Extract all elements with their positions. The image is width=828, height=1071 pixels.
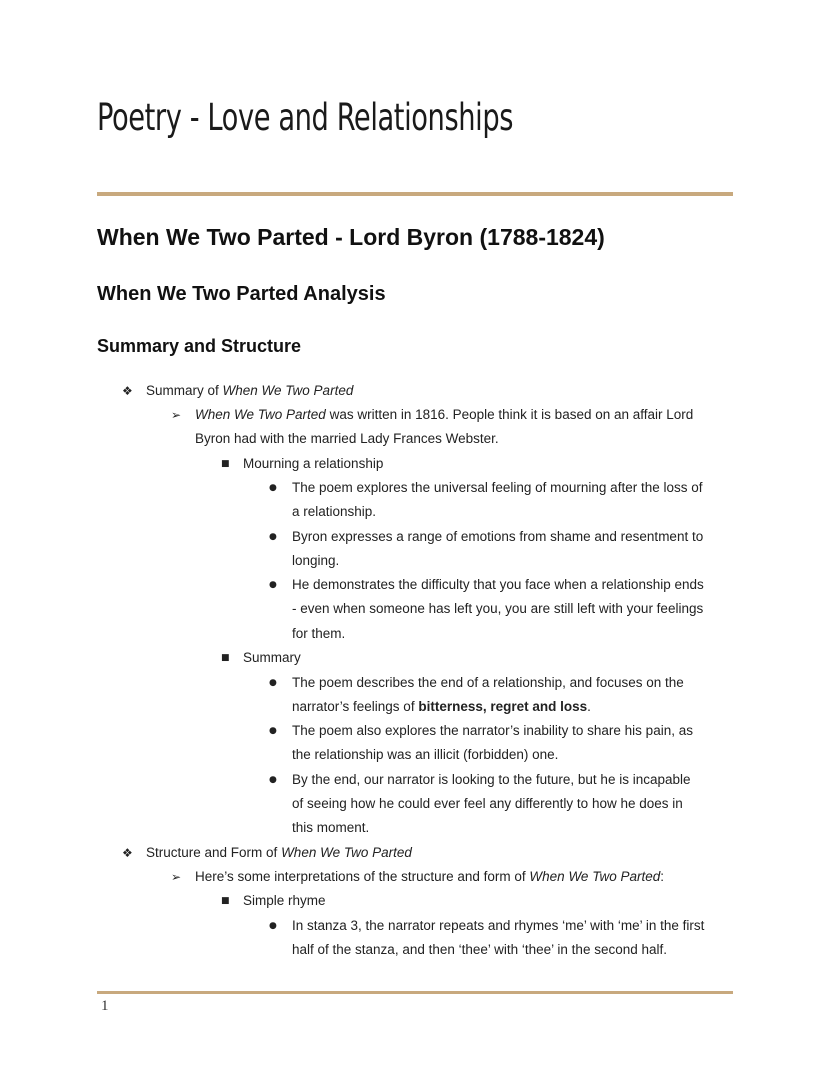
list-item: Summary of When We Two Parted bbox=[146, 383, 354, 398]
list-item: Summary bbox=[243, 650, 301, 665]
list-item: Mourning a relationship bbox=[243, 456, 384, 471]
list-item: Here’s some interpretations of the structure and form of When We Two Parted: bbox=[195, 869, 664, 884]
square-bullet-icon: ■ bbox=[221, 896, 230, 906]
round-bullet-icon: ● bbox=[269, 483, 277, 493]
list-item: He demonstrates the difficulty that you face when a relationship ends bbox=[292, 577, 704, 592]
list-item-continuation: half of the stanza, and then ‘thee’ with ‘thee’ in the second half. bbox=[292, 942, 668, 957]
list-item-continuation: longing. bbox=[292, 553, 340, 568]
list-item-continuation: a relationship. bbox=[292, 504, 377, 519]
diamond-bullet-icon: ❖ bbox=[122, 384, 133, 398]
list-item: The poem explores the universal feeling of mourning after the loss of bbox=[292, 480, 703, 495]
document-title: Poetry - Love and Relationships bbox=[97, 96, 514, 139]
arrowhead-bullet-icon: ➢ bbox=[171, 408, 182, 422]
list-item: Byron expresses a range of emotions from shame and resentment to bbox=[292, 529, 704, 544]
square-bullet-icon: ■ bbox=[221, 653, 230, 663]
round-bullet-icon: ● bbox=[269, 921, 277, 931]
list-item: The poem describes the end of a relationship, and focuses on the bbox=[292, 675, 684, 690]
footer-divider bbox=[97, 991, 733, 994]
list-item: Structure and Form of When We Two Parted bbox=[146, 845, 412, 860]
list-item-continuation: for them. bbox=[292, 626, 346, 641]
list-item: The poem also explores the narrator’s inability to share his pain, as bbox=[292, 723, 693, 738]
list-item-continuation: of seeing how he could ever feel any differently to how he does in bbox=[292, 796, 683, 811]
list-item: In stanza 3, the narrator repeats and rhymes ‘me’ with ‘me’ in the first bbox=[292, 918, 705, 933]
list-item: When We Two Parted was written in 1816. People think it is based on an affair Lord bbox=[195, 407, 694, 422]
page-number: 1 bbox=[101, 998, 109, 1014]
diamond-bullet-icon: ❖ bbox=[122, 846, 133, 860]
arrowhead-bullet-icon: ➢ bbox=[171, 870, 182, 884]
title-divider bbox=[97, 192, 733, 196]
list-item-continuation: narrator’s feelings of bitterness, regret and loss. bbox=[292, 699, 591, 714]
square-bullet-icon: ■ bbox=[221, 459, 230, 469]
analysis-heading: When We Two Parted Analysis bbox=[97, 283, 386, 305]
round-bullet-icon: ● bbox=[269, 678, 277, 688]
round-bullet-icon: ● bbox=[269, 532, 277, 542]
list-item: By the end, our narrator is looking to the future, but he is incapable bbox=[292, 772, 691, 787]
round-bullet-icon: ● bbox=[269, 775, 277, 785]
list-item-continuation: Byron had with the married Lady Frances Webster. bbox=[195, 431, 499, 446]
list-item-continuation: the relationship was an illicit (forbidden) one. bbox=[292, 747, 559, 762]
poem-heading: When We Two Parted - Lord Byron (1788-1824) bbox=[97, 224, 605, 250]
round-bullet-icon: ● bbox=[269, 726, 277, 736]
list-item-continuation: this moment. bbox=[292, 820, 370, 835]
round-bullet-icon: ● bbox=[269, 580, 277, 590]
list-item-continuation: - even when someone has left you, you are still left with your feelings bbox=[292, 601, 704, 616]
list-item: Simple rhyme bbox=[243, 893, 326, 908]
section-heading: Summary and Structure bbox=[97, 336, 302, 356]
